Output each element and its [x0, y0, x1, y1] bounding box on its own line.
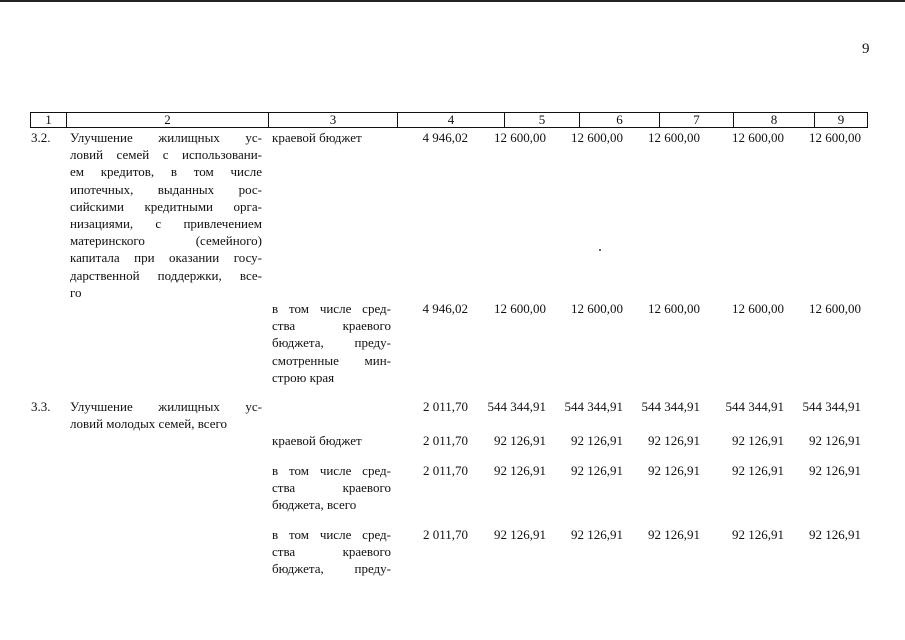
header-col-8: 8 — [734, 113, 815, 127]
row-title: Улучшение жилищных ус- ловий семей с использовани- ем кредитов, в том числе ипотечных, выданных рос- сийскими кредитными орга- низациями, с привлечением материнского (семейного) капитала при оказании госу- дарственной поддержки, все- го — [70, 130, 262, 300]
header-col-5: 5 — [505, 113, 580, 127]
value-col-5: 12 600,00 — [494, 130, 546, 145]
funding-source: краевой бюджет — [272, 130, 362, 145]
value-col-8: 544 344,91 — [725, 399, 784, 414]
value-col-9: 544 344,91 — [802, 399, 861, 414]
value-col-6: 544 344,91 — [564, 399, 623, 414]
value-col-4: 4 946,02 — [422, 301, 468, 316]
value-col-7: 12 600,00 — [648, 130, 700, 145]
funding-source: в том числе сред- ства краевого бюджета, всего — [272, 463, 391, 513]
value-col-7: 92 126,91 — [648, 463, 700, 478]
value-col-6: 92 126,91 — [571, 433, 623, 448]
value-col-8: 12 600,00 — [732, 130, 784, 145]
value-col-6: 92 126,91 — [571, 463, 623, 478]
table-header-row — [30, 112, 868, 128]
value-col-6: 92 126,91 — [571, 527, 623, 542]
header-col-1: 1 — [31, 113, 67, 127]
value-col-5: 544 344,91 — [487, 399, 546, 414]
value-col-9: 92 126,91 — [809, 527, 861, 542]
row-number: 3.2. — [31, 130, 51, 145]
value-col-4: 4 946,02 — [422, 130, 468, 145]
funding-source: в том числе сред- ства краевого бюджета, преду- смотренные мин- строю края — [272, 301, 391, 385]
header-col-4: 4 — [398, 113, 505, 127]
page-number: 9 — [862, 41, 870, 57]
row-number: 3.3. — [31, 399, 51, 414]
value-col-6: 12 600,00 — [571, 130, 623, 145]
header-col-7: 7 — [660, 113, 734, 127]
value-col-7: 12 600,00 — [648, 301, 700, 316]
value-col-9: 12 600,00 — [809, 301, 861, 316]
value-col-5: 92 126,91 — [494, 433, 546, 448]
value-col-6: 12 600,00 — [571, 301, 623, 316]
value-col-7: 92 126,91 — [648, 433, 700, 448]
header-col-9: 9 — [837, 112, 845, 127]
value-col-7: 92 126,91 — [648, 527, 700, 542]
value-col-8: 12 600,00 — [732, 301, 784, 316]
value-col-7: 544 344,91 — [641, 399, 700, 414]
value-col-8: 92 126,91 — [732, 433, 784, 448]
value-col-4: 2 011,70 — [422, 433, 468, 448]
value-col-9: 92 126,91 — [809, 463, 861, 478]
value-col-4: 2 011,70 — [422, 399, 468, 414]
value-col-5: 92 126,91 — [494, 527, 546, 542]
value-col-8: 92 126,91 — [732, 527, 784, 542]
funding-source: краевой бюджет — [272, 433, 362, 448]
value-col-5: 92 126,91 — [494, 463, 546, 478]
scan-speck — [599, 249, 601, 251]
value-col-5: 12 600,00 — [494, 301, 546, 316]
header-col-2: 2 — [67, 113, 269, 127]
value-col-9: 92 126,91 — [809, 433, 861, 448]
value-col-8: 92 126,91 — [732, 463, 784, 478]
value-col-9: 12 600,00 — [809, 130, 861, 145]
funding-source: в том числе сред- ства краевого бюджета, преду- — [272, 527, 391, 577]
header-col-3: 3 — [269, 113, 398, 127]
header-col-6: 6 — [580, 113, 660, 127]
value-col-4: 2 011,70 — [422, 527, 468, 542]
value-col-4: 2 011,70 — [422, 463, 468, 478]
scan-top-edge — [0, 0, 905, 2]
row-title: Улучшение жилищных ус- ловий молодых семей, всего — [70, 399, 262, 432]
